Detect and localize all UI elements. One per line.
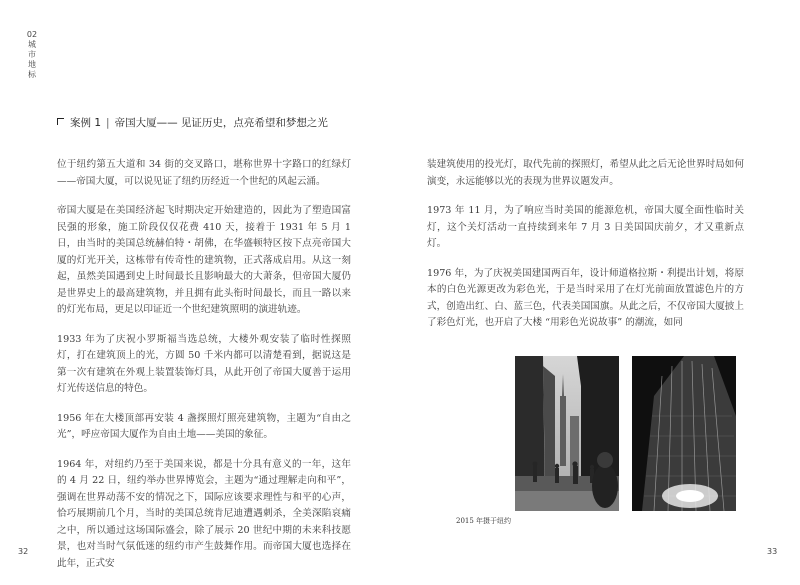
left-text-column (57, 157, 351, 585)
section-side-label (25, 30, 39, 80)
case-heading (57, 115, 328, 130)
case-number: 案例 1 (70, 117, 102, 129)
photo-caption: 2015 年摄于纽约 (456, 517, 512, 525)
case-separator: | (106, 117, 110, 129)
street-view-photo (515, 356, 619, 511)
side-label-char: 地 (28, 60, 36, 69)
paragraph: 帝国大厦是在美国经济起飞时期决定开始建造的，因此为了塑造国富民强的形象，施工阶段仅仅花费 410 天，接着于 1931 年 5 月 1 日，由当时的美国总统赫伯特・胡佛，在华盛顿特区按下点亮帝国大厦的灯光开关，这栋带有传奇性的建筑物，正式落成启用。从这一刻起，虽然美国遇到史上时间最长且影响最大的大萧条，但帝国大厦仍是世界史上的最高建筑物，并且拥有此头衔时间最长，而且一路以来的灯光布局，更足以印证近一个世纪建筑照明的演进轨迹。 (57, 205, 351, 315)
side-label-char: 市 (28, 50, 36, 59)
paragraph: 1956 年在大楼顶部再安装 4 盏探照灯照亮建筑物，主题为“自由之光”，呼应帝国大厦作为自由土地——美国的象征。 (57, 412, 351, 440)
right-text-column (427, 157, 744, 345)
paragraph: 1933 年为了庆祝小罗斯福当选总统，大楼外观安装了临时性探照灯，打在建筑顶上的光，方圆 50 千米内都可以清楚看到，据说这是第一次有建筑在外观上装置装饰灯具，从此开创了帝国大厦善于运用灯光传送信息的特色。 (57, 333, 351, 394)
corner-mark-icon (57, 118, 64, 125)
paragraph: 装建筑使用的投光灯，取代先前的探照灯，希望从此之后无论世界时局如何演变，永远能够以光的表现为世界议题发声。 (427, 159, 744, 187)
side-label-char: 02 (26, 30, 38, 39)
paragraph: 位于纽约第五大道和 34 街的交叉路口，堪称世界十字路口的红绿灯——帝国大厦，可以说见证了纽约历经近一个世纪的风起云涌。 (57, 159, 351, 187)
paragraph: 1973 年 11 月，为了响应当时美国的能源危机，帝国大厦全面性临时关灯，这个关灯活动一直持续到来年 7 月 3 日美国国庆前夕，才又重新点灯。 (427, 205, 744, 249)
side-label-char: 标 (28, 70, 36, 79)
case-title: 帝国大厦—— 见证历史，点亮希望和梦想之光 (114, 117, 328, 129)
paragraph: 1964 年，对纽约乃至于美国来说，都是十分具有意义的一年，这年的 4 月 22 日，纽约举办世界博览会，主题为“通过理解走向和平”，强调在世界动荡不安的情况之下，国际应该要求理性与和平的心声，恰巧展期前几个月，当时的美国总统肯尼迪遭遇刺杀，全美深陷哀痛之中，所以通过这场国际盛会，除了展示 20 世纪中期的未来科技愿景，也对当时气氛低迷的纽约市产生鼓舞作用。而帝国大厦也选择在此年，正式安 (57, 458, 351, 569)
paragraph: 1976 年，为了庆祝美国建国两百年，设计师道格拉斯・利提出计划，将原本的白色光源更改为彩色光，于是当时采用了在灯光前面放置滤色片的方式，创造出红、白、蓝三色，代表美国国旗。从此之后，不仅帝国大厦披上了彩色灯光，也开启了大楼 “用彩色光说故事” 的潮流，如同 (427, 267, 744, 328)
page-number-left: 32 (18, 547, 29, 556)
right-page (400, 0, 800, 579)
side-label-char: 城 (28, 40, 36, 49)
left-page (0, 0, 400, 579)
skyscraper-night-photo (632, 356, 736, 511)
page-number-right: 33 (767, 547, 778, 556)
